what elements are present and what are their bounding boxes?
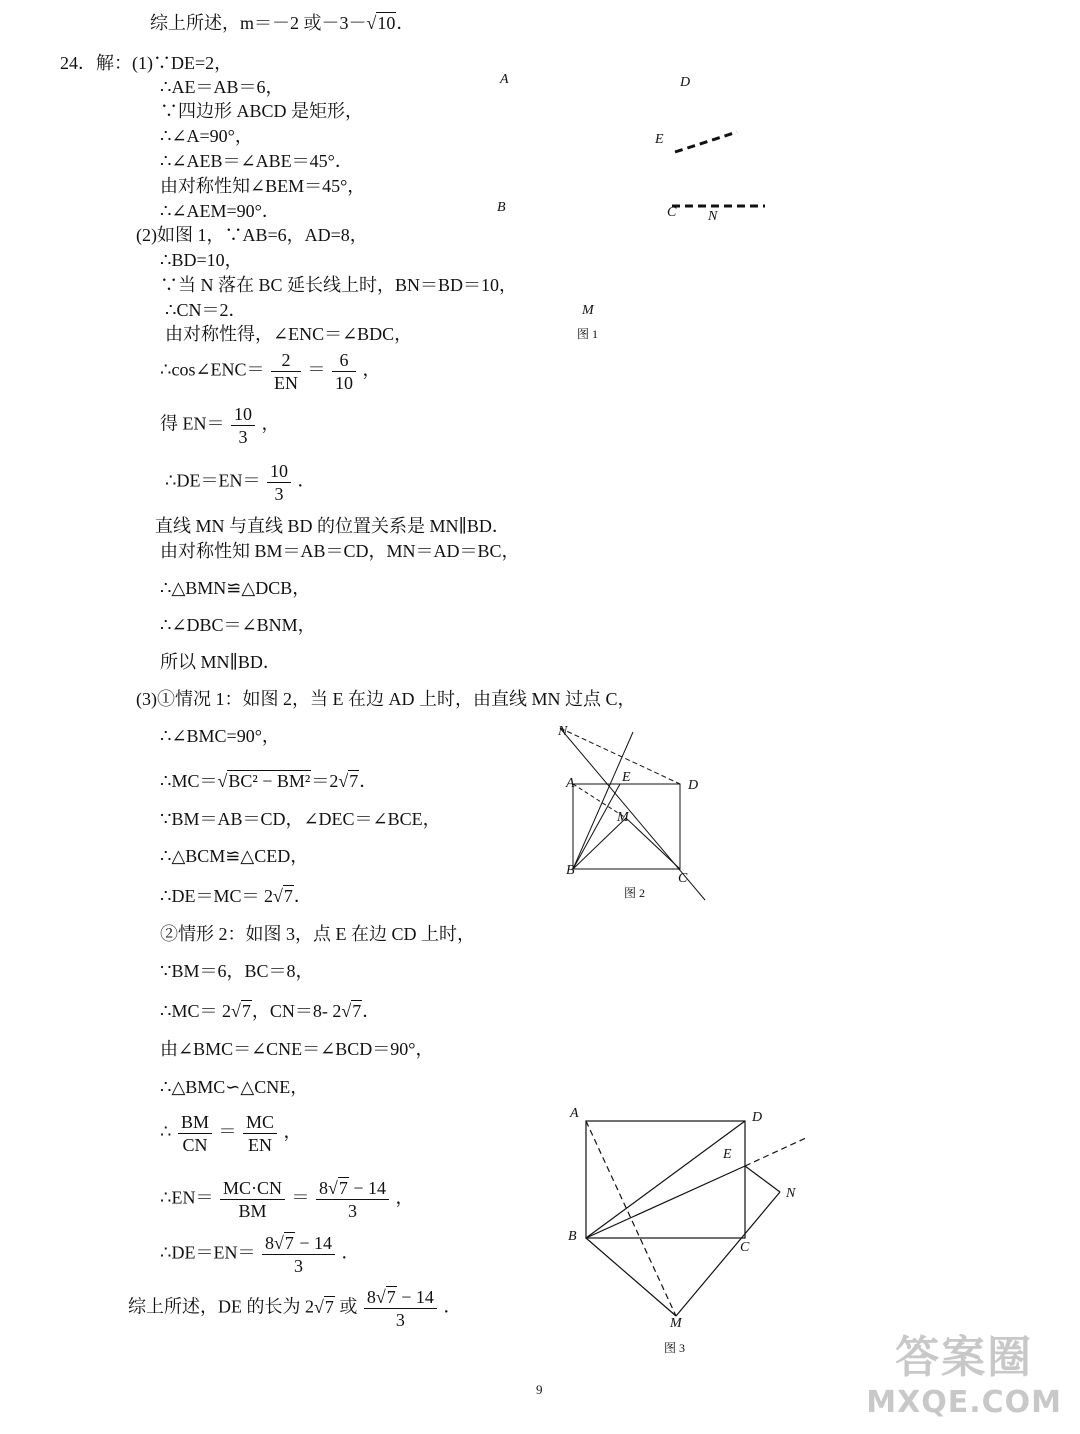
fig3-label-d: D [752, 1110, 763, 1125]
fraction: $\frac{8√7 - 14}{3}$ [262, 1233, 335, 1276]
fig1-label-e: E [655, 132, 664, 147]
fig3-label-c: C [740, 1240, 750, 1255]
de-equation: ∴DE＝EN＝ $\frac{10}{3}$ ． [165, 461, 316, 504]
fig2-caption: 图 2 [624, 886, 646, 900]
conclusion-line-prev: 综上所述，m＝－2 或－3－√10． [150, 13, 415, 33]
fig1-label-b: B [497, 200, 506, 215]
fig3-label-n: N [786, 1186, 796, 1201]
ratio-equation: ∴ $\frac{BM}{CN}$ ＝ $\frac{MC}{EN}$ ， [160, 1112, 302, 1155]
fig1-caption: 图 1 [577, 327, 599, 341]
step-line: ∴△BMN≌△DCB， [160, 578, 311, 598]
fig2-label-c: C [678, 871, 688, 886]
fig2-label-d: D [688, 778, 699, 793]
step-line: ∴∠BMC=90°， [160, 726, 280, 746]
fig1-label-d: D [680, 75, 691, 90]
part-2-heading: (2)如图 1，∵AB=6，AD=8， [136, 225, 368, 245]
mc-equation: ∴MC＝√BC² − BM²＝2√7． [160, 771, 378, 791]
fraction: $\frac{8√7 - 14}{3}$ [364, 1287, 437, 1330]
en-equation-2: ∴EN＝ $\frac{MC\cdot CN}{BM}$ ＝ $\frac{8√7 - 14}{3}$ ， [160, 1178, 414, 1221]
fig3-label-b: B [568, 1229, 577, 1244]
step-line: ∵BM＝6，BC＝8， [160, 961, 314, 981]
problem-24-heading: 24．解：(1)∵DE=2， [60, 53, 233, 73]
fig2-label-b: B [566, 863, 575, 878]
step-line: 所以 MN∥BD． [160, 652, 281, 672]
step-line: ∴AE＝AB＝6， [160, 77, 284, 97]
fig3-caption: 图 3 [664, 1341, 686, 1355]
step-line: 由∠BMC＝∠CNE＝∠BCD＝90°， [160, 1039, 434, 1059]
step-line: ∴△BCM≌△CED， [160, 846, 309, 866]
step-line: ∴DE＝MC＝ 2√7． [160, 886, 312, 906]
fig1-label-m: M [582, 303, 594, 318]
page-number: 9 [536, 1382, 543, 1397]
step-line: 直线 MN 与直线 BD 的位置关系是 MN∥BD． [155, 516, 510, 536]
fig3-label-e: E [723, 1147, 732, 1162]
step-line: ∵当 N 落在 BC 延长线上时，BN＝BD＝10， [160, 275, 518, 295]
fraction: $\frac{8√7 - 14}{3}$ [316, 1178, 389, 1221]
step-line: ∴MC＝ 2√7，CN＝8- 2√7． [160, 1001, 381, 1021]
en-equation: 得 EN＝ $\frac{10}{3}$ ， [160, 404, 280, 447]
fig1-label-n: N [708, 209, 718, 224]
step-line: 由对称性知 BM＝AB＝CD，MN＝AD＝BC， [160, 541, 520, 561]
fig2-label-m: M [617, 810, 629, 825]
step-line: ∵BM＝AB＝CD，∠DEC＝∠BCE， [160, 809, 441, 829]
fraction: $\frac{MC\cdot CN}{BM}$ [220, 1178, 285, 1221]
fig2-label-n: N [558, 724, 568, 739]
watermark-logo: 答案圈 MXQE.COM [866, 1332, 1062, 1420]
fig1-label-c: C [667, 205, 677, 220]
fraction: $\frac{2}{EN}$ [271, 350, 301, 393]
part-3-heading: (3)①情况 1：如图 2，当 E 在边 AD 上时，由直线 MN 过点 C， [136, 689, 636, 709]
fig3-label-a: A [570, 1106, 579, 1121]
step-line: ∴△BMC∽△CNE， [160, 1077, 309, 1097]
fraction: $\frac{MC}{EN}$ [243, 1112, 277, 1155]
step-line: ∴∠DBC＝∠BNM， [160, 615, 316, 635]
de-equation-2: ∴DE＝EN＝ $\frac{8√7 - 14}{3}$ ． [160, 1233, 360, 1276]
fig2-label-a: A [566, 776, 575, 791]
step-line: ∵四边形 ABCD 是矩形， [160, 101, 364, 121]
figure-3-drawing [586, 1121, 808, 1316]
fig2-label-e: E [622, 770, 631, 785]
fraction: $\frac{10}{3}$ [231, 404, 255, 447]
step-line: ∴∠A=90°， [160, 126, 253, 146]
step-line: ∴BD=10， [160, 250, 243, 270]
step-line: ∴CN＝2． [165, 300, 247, 320]
fraction: $\frac{6}{10}$ [332, 350, 356, 393]
cos-equation: ∴cos∠ENC＝ $\frac{2}{EN}$ ＝ $\frac{6}{10}$ ， [160, 350, 381, 393]
step-line: 由对称性知∠BEM＝45°， [160, 176, 366, 196]
fig1-label-a: A [500, 72, 509, 87]
case-2-heading: ②情形 2：如图 3，点 E 在边 CD 上时， [160, 924, 475, 944]
final-conclusion: 综上所述，DE 的长为 2√7 或 $\frac{8√7 - 14}{3}$ ． [128, 1287, 462, 1330]
fraction: $\frac{10}{3}$ [267, 461, 291, 504]
step-line: ∴∠AEM=90°． [160, 201, 280, 221]
step-line: ∴∠AEB＝∠ABE＝45°． [160, 151, 353, 171]
step-line: 由对称性得，∠ENC＝∠BDC， [165, 324, 413, 344]
fraction: $\frac{BM}{CN}$ [178, 1112, 212, 1155]
figure-1-drawing [672, 132, 765, 206]
fig3-label-m: M [670, 1316, 682, 1331]
